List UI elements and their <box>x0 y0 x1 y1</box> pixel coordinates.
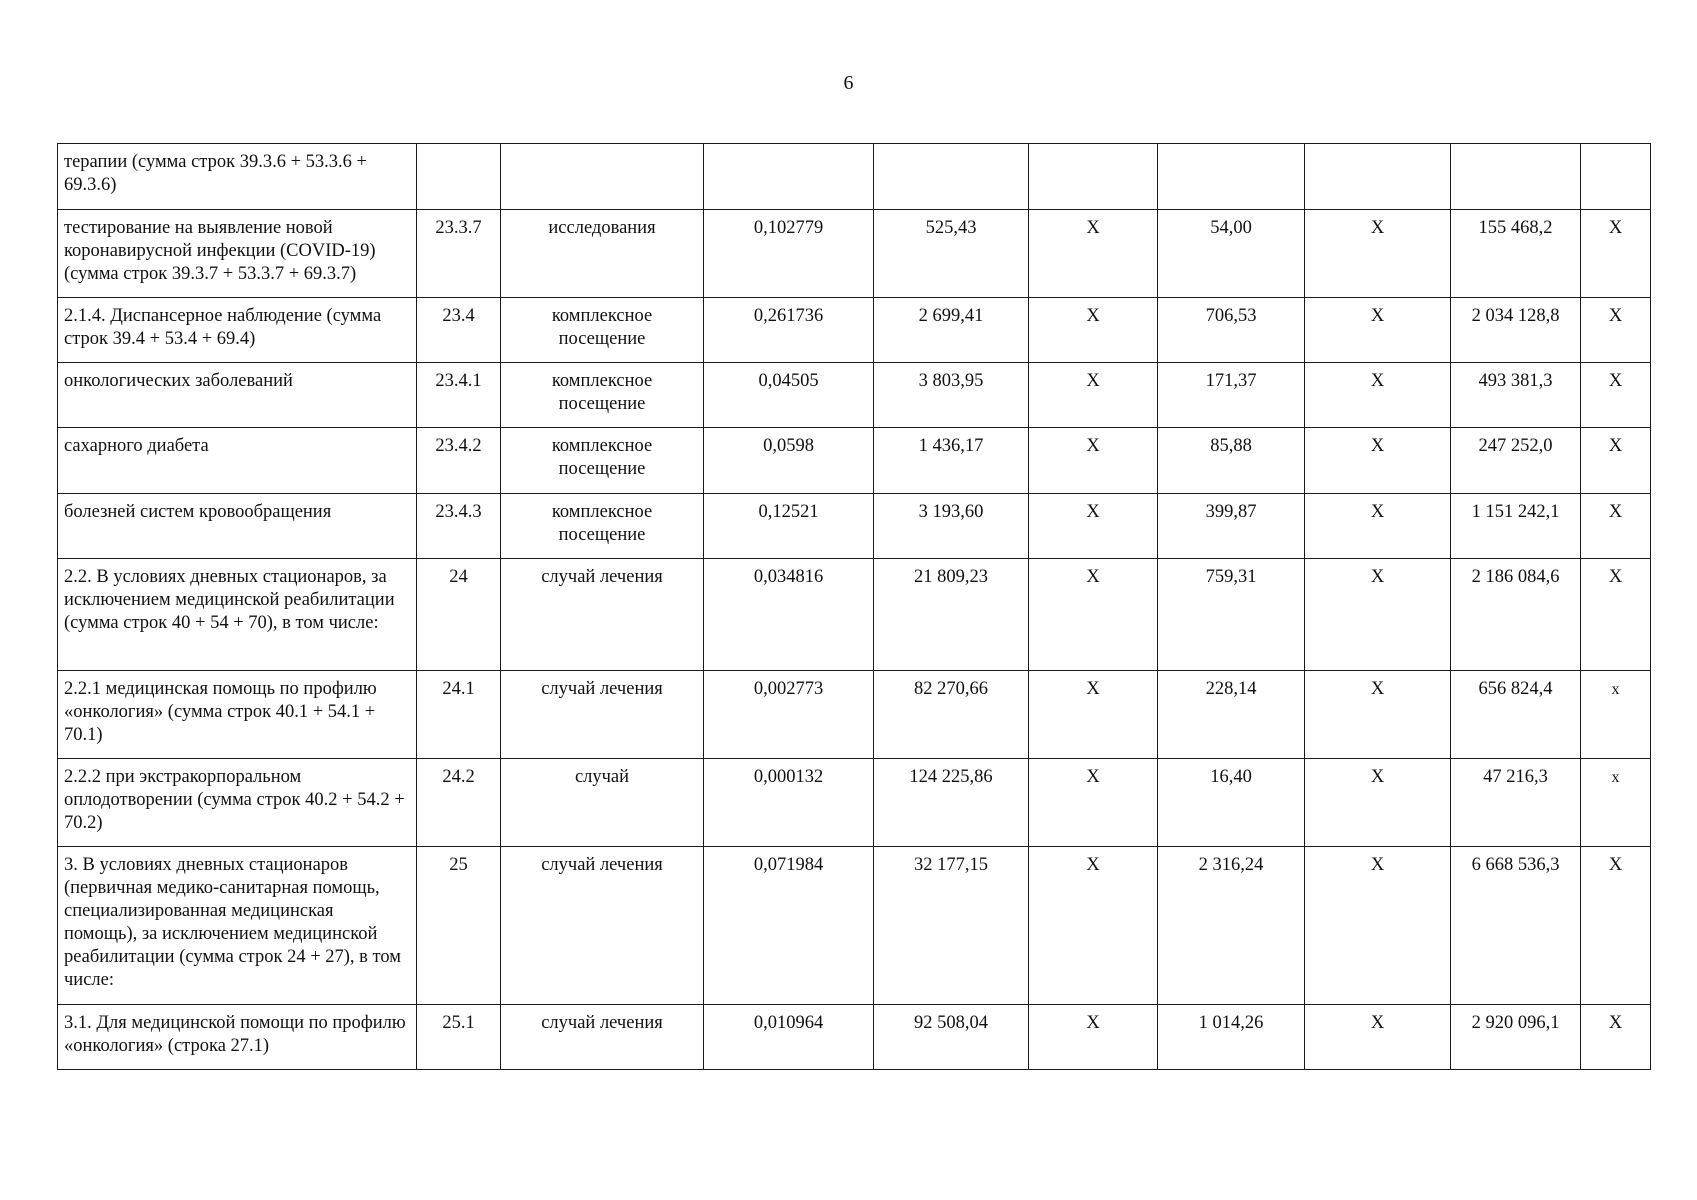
row-total-cell <box>1451 144 1581 210</box>
row-x-cell: х <box>1581 759 1651 847</box>
row-unit-cell: случай лечения <box>501 1005 704 1070</box>
table-row <box>58 1005 1651 1070</box>
row-name-cell: 2.2. В условиях дневных стационаров, за исключением медицинской реабилитации (сумма строк 40 + 54 + 70), в том числе: <box>58 559 417 671</box>
row-name-cell: 2.2.2 при экстракорпоральном оплодотворении (сумма строк 40.2 + 54.2 + 70.2) <box>58 759 417 847</box>
row-amount-cell: 1 014,26 <box>1158 1005 1305 1070</box>
table-row <box>58 847 1651 1005</box>
table-row <box>58 759 1651 847</box>
row-name-cell: 2.1.4. Диспансерное наблюдение (сумма строк 39.4 + 53.4 + 69.4) <box>58 298 417 363</box>
row-amount-cell: 399,87 <box>1158 494 1305 559</box>
row-total-cell: 493 381,3 <box>1451 363 1581 428</box>
row-cost-cell: 3 803,95 <box>874 363 1029 428</box>
row-x-cell: Х <box>1305 428 1451 494</box>
row-x-cell: Х <box>1305 298 1451 363</box>
row-amount-cell: 2 316,24 <box>1158 847 1305 1005</box>
row-x-cell: Х <box>1581 298 1651 363</box>
row-cost-cell: 32 177,15 <box>874 847 1029 1005</box>
row-x-cell: Х <box>1029 559 1158 671</box>
row-norm-cell: 0,261736 <box>704 298 874 363</box>
row-x-cell: Х <box>1029 428 1158 494</box>
row-x-cell: Х <box>1029 671 1158 759</box>
row-x-cell: Х <box>1305 759 1451 847</box>
row-x-cell: Х <box>1305 1005 1451 1070</box>
row-x-cell: Х <box>1581 1005 1651 1070</box>
table-row <box>58 428 1651 494</box>
row-total-cell: 2 186 084,6 <box>1451 559 1581 671</box>
row-amount-cell: 228,14 <box>1158 671 1305 759</box>
row-cost-cell: 21 809,23 <box>874 559 1029 671</box>
row-line-number-cell: 23.4.2 <box>417 428 501 494</box>
table-body <box>58 144 1651 1070</box>
row-unit-cell: случай лечения <box>501 559 704 671</box>
table-row <box>58 298 1651 363</box>
row-name-cell: терапии (сумма строк 39.3.6 + 53.3.6 + 69.3.6) <box>58 144 417 210</box>
table-row <box>58 494 1651 559</box>
row-x-cell: Х <box>1305 210 1451 298</box>
row-cost-cell: 525,43 <box>874 210 1029 298</box>
row-amount-cell: 54,00 <box>1158 210 1305 298</box>
row-x-cell: Х <box>1581 559 1651 671</box>
row-total-cell: 2 034 128,8 <box>1451 298 1581 363</box>
row-line-number-cell: 24.2 <box>417 759 501 847</box>
table-row <box>58 363 1651 428</box>
row-amount-cell: 706,53 <box>1158 298 1305 363</box>
row-amount-cell <box>1158 144 1305 210</box>
row-x-cell: Х <box>1029 847 1158 1005</box>
row-cost-cell: 2 699,41 <box>874 298 1029 363</box>
row-norm-cell: 0,010964 <box>704 1005 874 1070</box>
row-total-cell: 1 151 242,1 <box>1451 494 1581 559</box>
row-name-cell: 3.1. Для медицинской помощи по профилю «онкология» (строка 27.1) <box>58 1005 417 1070</box>
row-x-cell: х <box>1581 671 1651 759</box>
row-line-number-cell: 23.4.1 <box>417 363 501 428</box>
row-norm-cell: 0,12521 <box>704 494 874 559</box>
row-norm-cell: 0,04505 <box>704 363 874 428</box>
row-x-cell: Х <box>1305 847 1451 1005</box>
page-number: 6 <box>843 72 854 94</box>
row-norm-cell: 0,0598 <box>704 428 874 494</box>
row-name-cell: тестирование на выявление новой коронавирусной инфекции (COVID-19) (сумма строк 39.3.7 + 53.3.7 + 69.3.7) <box>58 210 417 298</box>
row-amount-cell: 759,31 <box>1158 559 1305 671</box>
row-x-cell: Х <box>1305 494 1451 559</box>
row-x-cell: Х <box>1029 363 1158 428</box>
row-unit-cell: исследования <box>501 210 704 298</box>
row-x-cell: Х <box>1305 363 1451 428</box>
row-x-cell: Х <box>1029 210 1158 298</box>
table-row <box>58 559 1651 671</box>
row-line-number-cell: 24 <box>417 559 501 671</box>
row-total-cell: 155 468,2 <box>1451 210 1581 298</box>
row-unit-cell: комплексное посещение <box>501 298 704 363</box>
row-x-cell: Х <box>1305 559 1451 671</box>
row-amount-cell: 171,37 <box>1158 363 1305 428</box>
row-name-cell: онкологических заболеваний <box>58 363 417 428</box>
row-line-number-cell: 23.4 <box>417 298 501 363</box>
row-x-cell: Х <box>1581 494 1651 559</box>
row-unit-cell: комплексное посещение <box>501 494 704 559</box>
row-unit-cell: случай лечения <box>501 671 704 759</box>
row-line-number-cell: 25 <box>417 847 501 1005</box>
row-name-cell: 3. В условиях дневных стационаров (первичная медико-санитарная помощь, специализированная медицинская помощь), за исключением медицинской реабилитации (сумма строк 24 + 27), в том числе: <box>58 847 417 1005</box>
row-x-cell: Х <box>1029 298 1158 363</box>
row-line-number-cell: 23.3.7 <box>417 210 501 298</box>
row-cost-cell: 124 225,86 <box>874 759 1029 847</box>
row-amount-cell: 85,88 <box>1158 428 1305 494</box>
row-unit-cell <box>501 144 704 210</box>
row-norm-cell: 0,102779 <box>704 210 874 298</box>
row-cost-cell: 1 436,17 <box>874 428 1029 494</box>
row-norm-cell: 0,071984 <box>704 847 874 1005</box>
row-x-cell: Х <box>1029 494 1158 559</box>
row-x-cell: Х <box>1581 847 1651 1005</box>
row-total-cell: 656 824,4 <box>1451 671 1581 759</box>
row-x-cell: Х <box>1581 363 1651 428</box>
row-x-cell <box>1029 144 1158 210</box>
row-name-cell: сахарного диабета <box>58 428 417 494</box>
table-row <box>58 144 1651 210</box>
row-line-number-cell <box>417 144 501 210</box>
row-cost-cell: 92 508,04 <box>874 1005 1029 1070</box>
row-unit-cell: случай лечения <box>501 847 704 1005</box>
row-amount-cell: 16,40 <box>1158 759 1305 847</box>
row-line-number-cell: 24.1 <box>417 671 501 759</box>
row-norm-cell <box>704 144 874 210</box>
row-line-number-cell: 23.4.3 <box>417 494 501 559</box>
row-x-cell: Х <box>1029 1005 1158 1070</box>
table-row <box>58 671 1651 759</box>
row-cost-cell: 3 193,60 <box>874 494 1029 559</box>
row-unit-cell: комплексное посещение <box>501 363 704 428</box>
data-table <box>57 143 1651 1070</box>
row-total-cell: 47 216,3 <box>1451 759 1581 847</box>
row-x-cell <box>1581 144 1651 210</box>
row-norm-cell: 0,034816 <box>704 559 874 671</box>
row-name-cell: болезней систем кровообращения <box>58 494 417 559</box>
row-unit-cell: комплексное посещение <box>501 428 704 494</box>
row-x-cell: Х <box>1029 759 1158 847</box>
row-total-cell: 247 252,0 <box>1451 428 1581 494</box>
row-line-number-cell: 25.1 <box>417 1005 501 1070</box>
row-cost-cell <box>874 144 1029 210</box>
row-x-cell: Х <box>1305 671 1451 759</box>
row-norm-cell: 0,000132 <box>704 759 874 847</box>
row-total-cell: 2 920 096,1 <box>1451 1005 1581 1070</box>
table-row <box>58 210 1651 298</box>
row-norm-cell: 0,002773 <box>704 671 874 759</box>
row-name-cell: 2.2.1 медицинская помощь по профилю «онкология» (сумма строк 40.1 + 54.1 + 70.1) <box>58 671 417 759</box>
row-x-cell: Х <box>1581 210 1651 298</box>
row-x-cell: Х <box>1581 428 1651 494</box>
row-total-cell: 6 668 536,3 <box>1451 847 1581 1005</box>
row-unit-cell: случай <box>501 759 704 847</box>
row-x-cell <box>1305 144 1451 210</box>
row-cost-cell: 82 270,66 <box>874 671 1029 759</box>
